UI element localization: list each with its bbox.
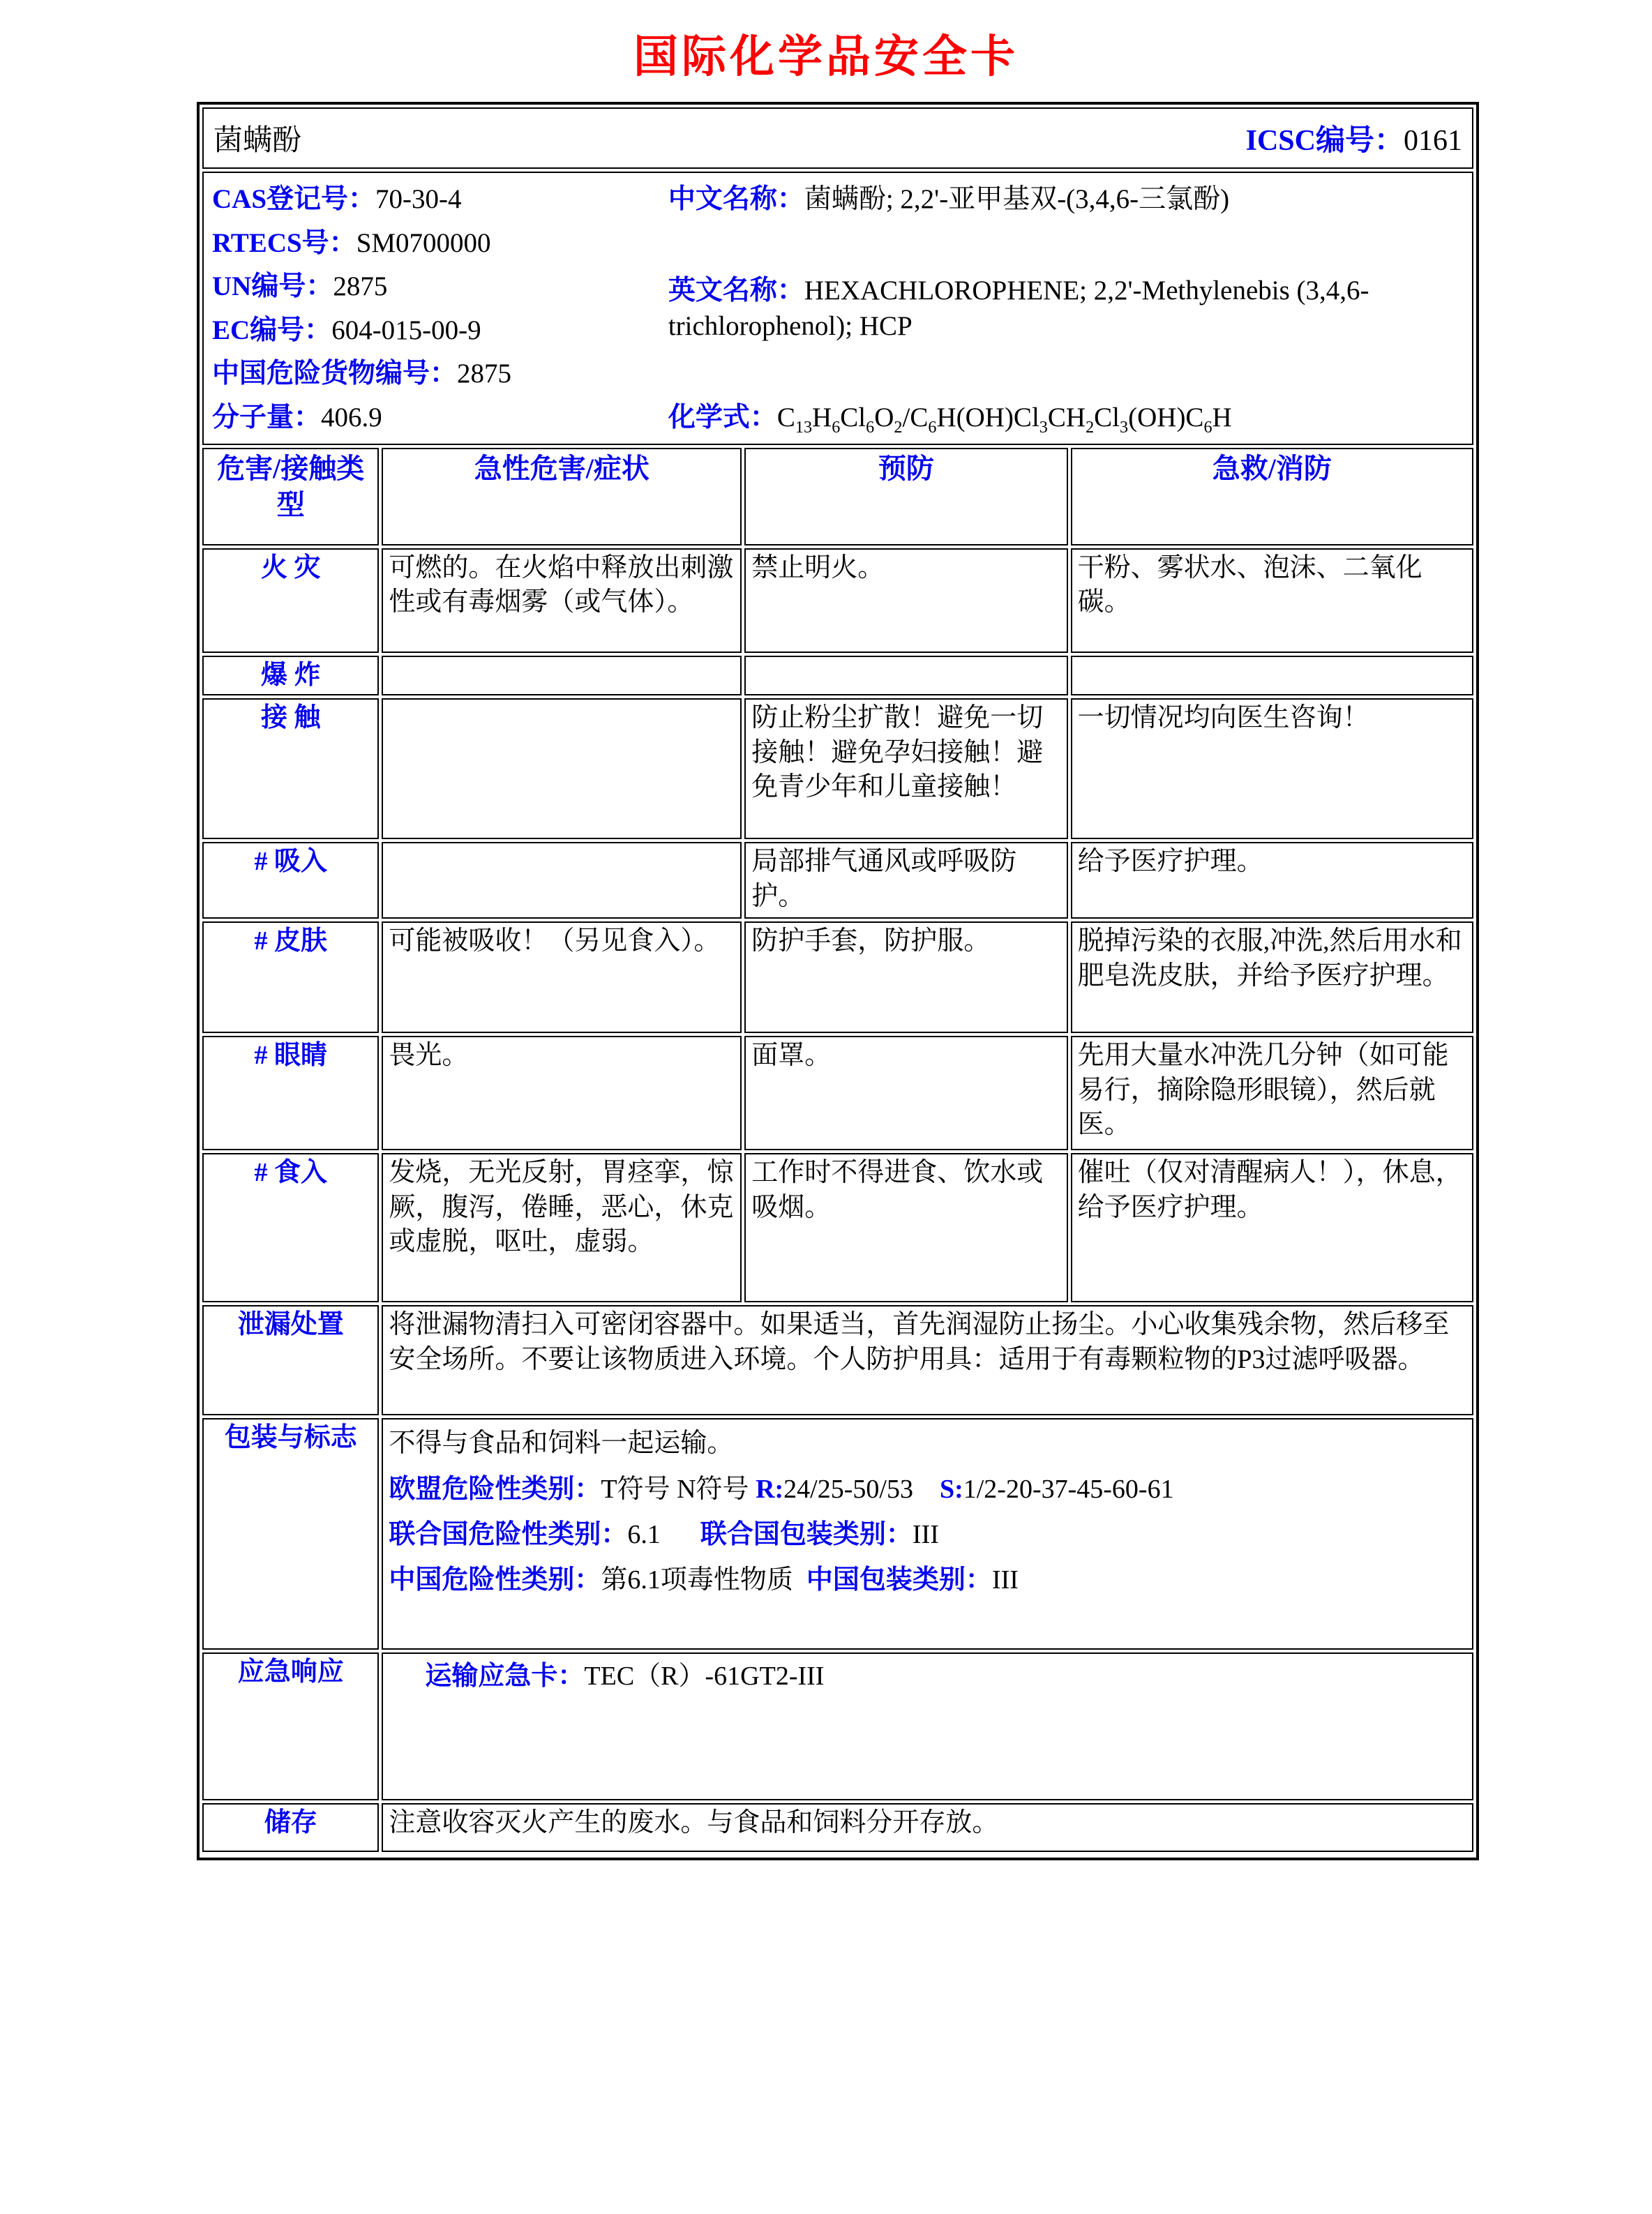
hazard-symptoms-cell: 发烧，无光反射，胃痉挛，惊厥，腹泻，倦睡，恶心，休克或虚脱，呕吐，虚弱。 <box>382 1153 742 1302</box>
hazard-type-cell: 火 灾 <box>202 548 379 653</box>
field-label: 欧盟危险性类别： <box>389 1474 601 1504</box>
prevention-cell: 局部排气通风或呼吸防护。 <box>744 842 1067 919</box>
formula-label: 化学式： <box>668 402 777 432</box>
hazard-row-ingestion <box>202 1153 1473 1302</box>
hazard-header-cell: 预防 <box>744 448 1067 545</box>
hazard-row-explosion <box>202 656 1473 695</box>
field-value: 不得与食品和饲料一起运输。 <box>389 1429 734 1459</box>
id-field-line <box>212 181 663 217</box>
field-label: S: <box>939 1474 963 1504</box>
id-field-label: RTECS号： <box>212 227 356 258</box>
spill-text: 将泄漏物清扫入可密闭容器中。如果适当，首先润湿防止扬尘。小心收集残余物，然后移至安全场所。不要让该物质进入环境。个人防护用具：适用于有毒颗粒物的P3过滤呼吸器。 <box>389 1310 1450 1374</box>
id-field-line <box>212 312 663 348</box>
packaging-labelling-row <box>202 1418 1473 1650</box>
hazard-symptoms-cell: 可能被吸收！（另见食入）。 <box>382 921 742 1033</box>
hazard-type-cell: # 食入 <box>202 1153 379 1302</box>
chinese-name-label: 中文名称： <box>668 184 804 214</box>
english-name-value: HEXACHLOROPHENE; 2,2'-Methylenebis (3,4,6-trichlorophenol); HCP <box>668 275 1369 341</box>
packaging-line <box>389 1512 1466 1558</box>
storage-row <box>202 1803 1473 1852</box>
prevention-cell: 防护手套，防护服。 <box>744 921 1067 1033</box>
prevention-cell: 防止粉尘扩散！避免一切接触！避免孕妇接触！避免青少年和儿童接触！ <box>744 698 1067 839</box>
hazard-type-cell: 接 触 <box>202 698 379 839</box>
hazard-header-cell: 危害/接触类型 <box>202 448 379 545</box>
prevention-cell: 禁止明火。 <box>744 548 1067 653</box>
hazard-row-eyes <box>202 1036 1473 1150</box>
firstaid-cell <box>1071 656 1473 695</box>
hazard-row-inhalation <box>202 842 1473 919</box>
field-label: 运输应急卡： <box>425 1662 585 1692</box>
substance-name: 菌螨酚 <box>213 125 302 157</box>
firstaid-cell: 一切情况均向医生咨询！ <box>1071 698 1473 839</box>
id-field-value: 604-015-00-9 <box>331 315 481 345</box>
firstaid-cell: 干粉、雾状水、泡沫、二氧化碳。 <box>1071 548 1473 653</box>
hazard-header-row <box>202 448 1473 545</box>
packaging-line <box>389 1558 1466 1603</box>
english-name-label: 英文名称： <box>668 275 804 306</box>
field-value: 1/2-20-37-45-60-61 <box>963 1474 1174 1504</box>
hazard-row-fire <box>202 548 1473 653</box>
prevention-cell <box>744 656 1067 695</box>
id-field-line <box>212 225 663 261</box>
field-value: TEC（R）-61GT2-III <box>584 1662 825 1692</box>
field-value: III <box>991 1565 1019 1595</box>
storage-title-cell: 储存 <box>202 1803 379 1852</box>
spill-disposal-content-cell <box>382 1305 1473 1415</box>
id-field-value: 406.9 <box>321 402 382 432</box>
hazard-symptoms-cell <box>382 842 742 919</box>
english-name-line <box>668 273 1464 345</box>
field-value: III <box>912 1520 939 1550</box>
hazard-header-cell: 急性危害/症状 <box>382 448 742 545</box>
formula-value: $C_{13}H_6Cl_6O_2/C_6H(OH)Cl_3CH_2Cl_3(OH)C_6H$ <box>776 402 1232 437</box>
hazard-table <box>200 445 1476 1855</box>
hazard-type-cell: # 吸入 <box>202 842 379 919</box>
substance-header-row <box>202 107 1473 169</box>
prevention-cell: 工作时不得进食、饮水或吸烟。 <box>744 1153 1067 1302</box>
id-field-value: 70-30-4 <box>375 184 462 214</box>
packaging-line <box>389 1467 1466 1512</box>
emergency-response-row <box>202 1652 1473 1800</box>
hazard-type-cell: 爆 炸 <box>202 656 379 695</box>
field-value: 6.1 <box>627 1520 700 1550</box>
id-field-label: CAS登记号： <box>212 184 376 214</box>
id-field-label: 中国危险货物编号： <box>212 359 458 389</box>
hazard-type-cell: # 皮肤 <box>202 921 379 1033</box>
chinese-name-value: 菌螨酚; 2,2'-亚甲基双-(3,4,6-三氯酚) <box>804 184 1230 214</box>
id-field-label: UN编号： <box>212 271 333 301</box>
field-label: R: <box>756 1474 784 1504</box>
hazard-row-skin <box>202 921 1473 1033</box>
firstaid-cell: 催吐（仅对清醒病人！），休息，给予医疗护理。 <box>1071 1153 1473 1302</box>
packaging-line <box>389 1421 1466 1466</box>
field-value: 24/25-50/53 <box>783 1474 940 1504</box>
storage-text: 注意收容灭火产生的废水。与食品和饲料分开存放。 <box>389 1808 999 1838</box>
icsc-card <box>197 102 1479 1860</box>
icsc-number-value: 0161 <box>1404 125 1462 157</box>
identification-block <box>202 172 1473 445</box>
packaging-labelling-title-cell: 包装与标志 <box>202 1418 379 1650</box>
id-field-line <box>212 269 663 304</box>
id-field-line <box>212 400 663 435</box>
emergency-response-title-cell: 应急响应 <box>202 1652 379 1800</box>
firstaid-cell: 脱掉污染的衣服,冲洗,然后用水和肥皂洗皮肤，并给予医疗护理。 <box>1071 921 1473 1033</box>
hazard-symptoms-cell <box>382 698 742 839</box>
prevention-cell: 面罩。 <box>744 1036 1067 1150</box>
spill-disposal-row <box>202 1305 1473 1415</box>
firstaid-cell: 给予医疗护理。 <box>1071 842 1473 919</box>
id-field-line <box>212 356 663 391</box>
field-label: 联合国危险性类别： <box>389 1520 628 1550</box>
hazard-symptoms-cell: 畏光。 <box>382 1036 742 1150</box>
field-label: 联合国包装类别： <box>700 1520 913 1550</box>
chinese-name-line <box>668 181 1464 217</box>
formula-line <box>668 400 1464 435</box>
field-label: 中国危险性类别： <box>389 1565 601 1595</box>
storage-content-cell <box>382 1803 1473 1852</box>
transport-emergency-card-line <box>389 1655 1466 1694</box>
firstaid-cell: 先用大量水冲洗几分钟（如可能易行，摘除隐形眼镜），然后就医。 <box>1071 1036 1473 1150</box>
hazard-symptoms-cell: 可燃的。在火焰中释放出刺激性或有毒烟雾（或气体）。 <box>382 548 742 653</box>
hazard-type-cell: # 眼睛 <box>202 1036 379 1150</box>
icsc-number-label: ICSC编号： <box>1245 125 1404 157</box>
id-field-label: EC编号： <box>212 315 332 345</box>
hazard-symptoms-cell <box>382 656 742 695</box>
spill-disposal-title-cell: 泄漏处置 <box>202 1305 379 1415</box>
id-field-value: 2875 <box>457 359 512 389</box>
field-value: 第6.1项毒性物质 <box>601 1565 806 1595</box>
id-field-value: 2875 <box>333 271 388 301</box>
hazard-row-contact <box>202 698 1473 839</box>
page-title: 国际化学品安全卡 <box>633 32 1019 82</box>
emergency-response-content-cell <box>382 1652 1473 1800</box>
identification-right-column <box>663 177 1464 439</box>
identification-left-column <box>212 177 663 439</box>
id-field-value: SM0700000 <box>356 227 491 258</box>
packaging-labelling-content-cell <box>382 1418 1473 1650</box>
field-label: 中国包装类别： <box>806 1565 992 1595</box>
field-value: T符号 N符号 <box>601 1474 756 1504</box>
id-field-label: 分子量： <box>212 402 322 432</box>
icsc-number <box>1246 117 1462 159</box>
hazard-header-cell: 急救/消防 <box>1071 448 1473 545</box>
